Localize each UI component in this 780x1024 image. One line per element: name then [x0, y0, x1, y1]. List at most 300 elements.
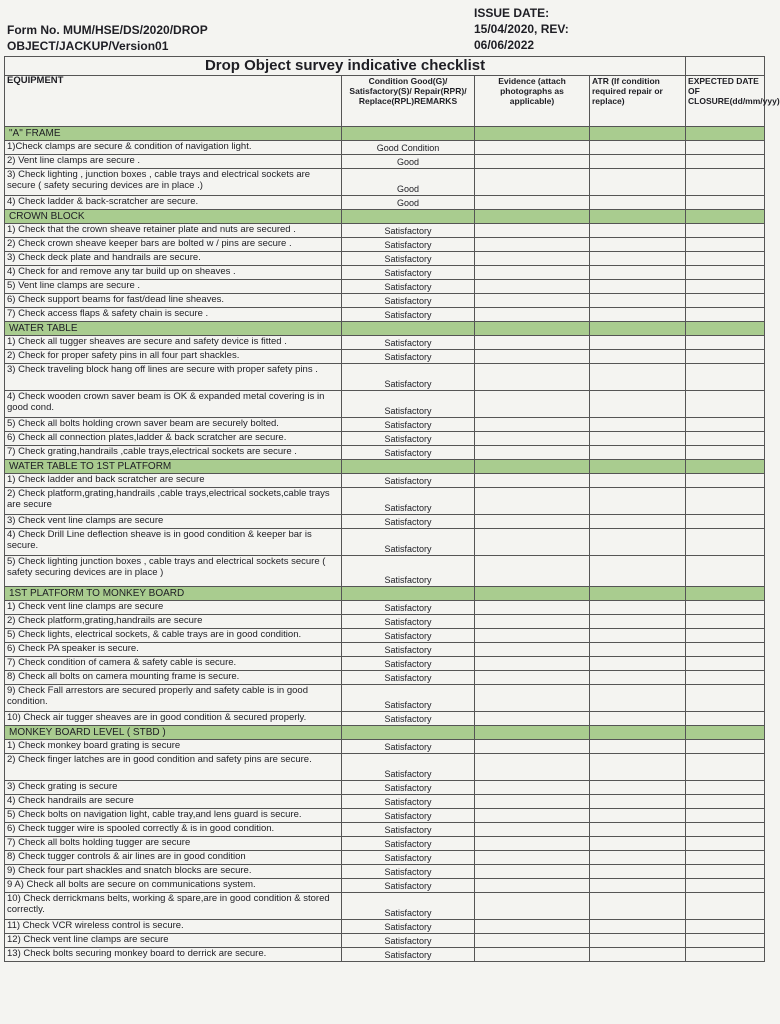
evidence-cell	[475, 879, 590, 893]
evidence-cell	[475, 141, 590, 155]
closure-date-cell	[686, 350, 765, 364]
section-blank-cell	[342, 322, 475, 336]
section-blank-cell	[342, 127, 475, 141]
evidence-cell	[475, 488, 590, 515]
checklist-row	[5, 754, 765, 781]
check-item-text: 2) Check crown sheave keeper bars are bolted w / pins are secure .	[5, 238, 342, 252]
check-item-text: 6) Check tugger wire is spooled correctly & is in good condition.	[5, 823, 342, 837]
checklist-row	[5, 556, 765, 587]
condition-status: Satisfactory	[342, 823, 475, 837]
section-blank-cell	[686, 460, 765, 474]
condition-status: Good	[342, 196, 475, 210]
check-item-text: 4) Check Drill Line deflection sheave is in good condition & keeper bar is secure.	[5, 529, 342, 556]
closure-date-cell	[686, 601, 765, 615]
condition-status: Satisfactory	[342, 643, 475, 657]
evidence-cell	[475, 629, 590, 643]
check-item-text: 5) Check bolts on navigation light, cable tray,and lens guard is secure.	[5, 809, 342, 823]
atr-cell	[590, 418, 686, 432]
form-number	[7, 22, 208, 54]
atr-cell	[590, 224, 686, 238]
condition-status: Satisfactory	[342, 629, 475, 643]
atr-cell	[590, 529, 686, 556]
closure-date-cell	[686, 169, 765, 196]
section-blank-cell	[475, 726, 590, 740]
checklist-row	[5, 418, 765, 432]
checklist-row	[5, 685, 765, 712]
closure-date-cell	[686, 754, 765, 781]
condition-status: Good Condition	[342, 141, 475, 155]
check-item-text: 7) Check access flaps & safety chain is secure .	[5, 308, 342, 322]
closure-date-cell	[686, 488, 765, 515]
atr-cell	[590, 266, 686, 280]
condition-status: Satisfactory	[342, 266, 475, 280]
atr-cell	[590, 893, 686, 920]
evidence-cell	[475, 556, 590, 587]
atr-cell	[590, 851, 686, 865]
condition-status: Satisfactory	[342, 934, 475, 948]
check-item-text: 6) Check PA speaker is secure.	[5, 643, 342, 657]
evidence-cell	[475, 934, 590, 948]
section-title: WATER TABLE	[5, 322, 342, 336]
closure-date-cell	[686, 364, 765, 391]
section-header-row	[5, 726, 765, 740]
closure-date-cell	[686, 515, 765, 529]
evidence-cell	[475, 795, 590, 809]
atr-cell	[590, 629, 686, 643]
section-title: CROWN BLOCK	[5, 210, 342, 224]
atr-cell	[590, 657, 686, 671]
section-blank-cell	[475, 210, 590, 224]
closure-date-cell	[686, 556, 765, 587]
section-blank-cell	[475, 322, 590, 336]
closure-date-cell	[686, 629, 765, 643]
check-item-text: 3) Check traveling block hang off lines are secure with proper safety pins .	[5, 364, 342, 391]
section-blank-cell	[475, 127, 590, 141]
evidence-cell	[475, 948, 590, 962]
checklist-row	[5, 809, 765, 823]
closure-date-cell	[686, 432, 765, 446]
document-title: Drop Object survey indicative checklist	[5, 57, 686, 76]
checklist-row	[5, 308, 765, 322]
issue-date-label: ISSUE DATE:	[474, 6, 550, 20]
closure-date-cell	[686, 252, 765, 266]
checklist-row	[5, 391, 765, 418]
checklist-row	[5, 823, 765, 837]
evidence-cell	[475, 155, 590, 169]
evidence-cell	[475, 529, 590, 556]
check-item-text: 2) Vent line clamps are secure .	[5, 155, 342, 169]
closure-date-cell	[686, 391, 765, 418]
condition-status: Satisfactory	[342, 740, 475, 754]
condition-status: Satisfactory	[342, 754, 475, 781]
condition-status: Satisfactory	[342, 252, 475, 266]
condition-status: Satisfactory	[342, 920, 475, 934]
checklist-row	[5, 294, 765, 308]
checklist-row	[5, 474, 765, 488]
atr-cell	[590, 280, 686, 294]
check-item-text: 5) Check all bolts holding crown saver beam are securely bolted.	[5, 418, 342, 432]
closure-date-cell	[686, 446, 765, 460]
check-item-text: 10) Check air tugger sheaves are in good condition & secured properly.	[5, 712, 342, 726]
closure-date-cell	[686, 615, 765, 629]
closure-date-cell	[686, 685, 765, 712]
col-condition: Condition Good(G)/ Satisfactory(S)/ Repair(RPR)/ Replace(RPL)REMARKS	[342, 76, 475, 127]
check-item-text: 1) Check ladder and back scratcher are secure	[5, 474, 342, 488]
checklist-row	[5, 629, 765, 643]
closure-date-cell	[686, 671, 765, 685]
check-item-text: 1) Check all tugger sheaves are secure and safety device is fitted .	[5, 336, 342, 350]
evidence-cell	[475, 336, 590, 350]
evidence-cell	[475, 601, 590, 615]
condition-status: Satisfactory	[342, 488, 475, 515]
checklist-row	[5, 781, 765, 795]
checklist-table	[4, 56, 780, 962]
condition-status: Satisfactory	[342, 948, 475, 962]
atr-cell	[590, 809, 686, 823]
condition-status: Satisfactory	[342, 474, 475, 488]
col-evidence: Evidence (attach photographs as applicable)	[475, 76, 590, 127]
atr-cell	[590, 141, 686, 155]
evidence-cell	[475, 809, 590, 823]
section-blank-cell	[475, 587, 590, 601]
check-item-text: 2) Check platform,grating,handrails are secure	[5, 615, 342, 629]
check-item-text: 3) Check deck plate and handrails are secure.	[5, 252, 342, 266]
checklist-row	[5, 432, 765, 446]
section-blank-cell	[590, 127, 686, 141]
section-blank-cell	[686, 127, 765, 141]
evidence-cell	[475, 252, 590, 266]
closure-date-cell	[686, 418, 765, 432]
section-blank-cell	[342, 587, 475, 601]
evidence-cell	[475, 294, 590, 308]
checklist-row	[5, 169, 765, 196]
section-header-row	[5, 210, 765, 224]
check-item-text: 2) Check platform,grating,handrails ,cable trays,electrical sockets,cable trays are secure	[5, 488, 342, 515]
checklist-row	[5, 893, 765, 920]
condition-status: Satisfactory	[342, 601, 475, 615]
checklist-row	[5, 712, 765, 726]
atr-cell	[590, 308, 686, 322]
atr-cell	[590, 515, 686, 529]
atr-cell	[590, 432, 686, 446]
section-blank-cell	[686, 587, 765, 601]
section-blank-cell	[590, 460, 686, 474]
checklist-row	[5, 266, 765, 280]
section-blank-cell	[342, 460, 475, 474]
checklist-row	[5, 934, 765, 948]
closure-date-cell	[686, 781, 765, 795]
section-header-row	[5, 587, 765, 601]
section-title: MONKEY BOARD LEVEL ( STBD )	[5, 726, 342, 740]
condition-status: Satisfactory	[342, 280, 475, 294]
evidence-cell	[475, 280, 590, 294]
atr-cell	[590, 948, 686, 962]
section-header-row	[5, 460, 765, 474]
atr-cell	[590, 643, 686, 657]
evidence-cell	[475, 851, 590, 865]
atr-cell	[590, 350, 686, 364]
atr-cell	[590, 446, 686, 460]
check-item-text: 12) Check vent line clamps are secure	[5, 934, 342, 948]
check-item-text: 5) Vent line clamps are secure .	[5, 280, 342, 294]
atr-cell	[590, 795, 686, 809]
check-item-text: 4) Check handrails are secure	[5, 795, 342, 809]
check-item-text: 7) Check condition of camera & safety cable is secure.	[5, 657, 342, 671]
check-item-text: 7) Check grating,handrails ,cable trays,electrical sockets are secure .	[5, 446, 342, 460]
closure-date-cell	[686, 809, 765, 823]
evidence-cell	[475, 893, 590, 920]
atr-cell	[590, 934, 686, 948]
condition-status: Satisfactory	[342, 294, 475, 308]
closure-date-cell	[686, 280, 765, 294]
checklist-row	[5, 238, 765, 252]
evidence-cell	[475, 350, 590, 364]
atr-cell	[590, 823, 686, 837]
atr-cell	[590, 781, 686, 795]
evidence-cell	[475, 615, 590, 629]
condition-status: Satisfactory	[342, 851, 475, 865]
condition-status: Satisfactory	[342, 446, 475, 460]
checklist-row	[5, 837, 765, 851]
evidence-cell	[475, 865, 590, 879]
atr-cell	[590, 601, 686, 615]
condition-status: Satisfactory	[342, 879, 475, 893]
section-blank-cell	[342, 210, 475, 224]
issue-date-block	[474, 5, 569, 53]
condition-status: Satisfactory	[342, 308, 475, 322]
section-blank-cell	[590, 726, 686, 740]
condition-status: Good	[342, 155, 475, 169]
atr-cell	[590, 294, 686, 308]
section-blank-cell	[475, 460, 590, 474]
evidence-cell	[475, 446, 590, 460]
condition-status: Satisfactory	[342, 364, 475, 391]
checklist-row	[5, 488, 765, 515]
closure-date-cell	[686, 141, 765, 155]
check-item-text: 5) Check lighting junction boxes , cable trays and electrical sockets secure ( safety securing devices are in place )	[5, 556, 342, 587]
section-title: "A" FRAME	[5, 127, 342, 141]
checklist-row	[5, 671, 765, 685]
evidence-cell	[475, 643, 590, 657]
condition-status: Satisfactory	[342, 865, 475, 879]
closure-date-cell	[686, 795, 765, 809]
closure-date-cell	[686, 155, 765, 169]
condition-status: Good	[342, 169, 475, 196]
closure-date-cell	[686, 851, 765, 865]
closure-date-cell	[686, 266, 765, 280]
section-title: 1ST PLATFORM TO MONKEY BOARD	[5, 587, 342, 601]
closure-date-cell	[686, 336, 765, 350]
atr-cell	[590, 336, 686, 350]
section-header-row	[5, 322, 765, 336]
checklist-row	[5, 601, 765, 615]
atr-cell	[590, 474, 686, 488]
evidence-cell	[475, 364, 590, 391]
closure-date-cell	[686, 823, 765, 837]
check-item-text: 7) Check all bolts holding tugger are secure	[5, 837, 342, 851]
evidence-cell	[475, 781, 590, 795]
closure-date-cell	[686, 657, 765, 671]
check-item-text: 1)Check clamps are secure & condition of navigation light.	[5, 141, 342, 155]
atr-cell	[590, 685, 686, 712]
atr-cell	[590, 671, 686, 685]
checklist-row	[5, 879, 765, 893]
checklist-row	[5, 920, 765, 934]
checklist-row	[5, 851, 765, 865]
check-item-text: 6) Check all connection plates,ladder & back scratcher are secure.	[5, 432, 342, 446]
closure-date-cell	[686, 920, 765, 934]
evidence-cell	[475, 671, 590, 685]
evidence-cell	[475, 169, 590, 196]
atr-cell	[590, 865, 686, 879]
section-title: WATER TABLE TO 1ST PLATFORM	[5, 460, 342, 474]
checklist-body	[5, 127, 765, 962]
revision-date: 06/06/2022	[474, 38, 535, 52]
checklist-row	[5, 529, 765, 556]
evidence-cell	[475, 474, 590, 488]
checklist-row	[5, 364, 765, 391]
evidence-cell	[475, 224, 590, 238]
evidence-cell	[475, 418, 590, 432]
evidence-cell	[475, 238, 590, 252]
section-blank-cell	[686, 726, 765, 740]
evidence-cell	[475, 391, 590, 418]
checklist-row	[5, 740, 765, 754]
evidence-cell	[475, 515, 590, 529]
evidence-cell	[475, 837, 590, 851]
section-blank-cell	[342, 726, 475, 740]
atr-cell	[590, 837, 686, 851]
evidence-cell	[475, 823, 590, 837]
evidence-cell	[475, 754, 590, 781]
section-blank-cell	[686, 210, 765, 224]
checklist-row	[5, 615, 765, 629]
check-item-text: 8) Check tugger controls & air lines are in good condition	[5, 851, 342, 865]
checklist-row	[5, 643, 765, 657]
check-item-text: 1) Check that the crown sheave retainer plate and nuts are secured .	[5, 224, 342, 238]
atr-cell	[590, 391, 686, 418]
section-blank-cell	[686, 322, 765, 336]
checklist-row	[5, 336, 765, 350]
condition-status: Satisfactory	[342, 336, 475, 350]
closure-date-cell	[686, 837, 765, 851]
check-item-text: 5) Check lights, electrical sockets, & cable trays are in good condition.	[5, 629, 342, 643]
condition-status: Satisfactory	[342, 418, 475, 432]
closure-date-cell	[686, 712, 765, 726]
evidence-cell	[475, 657, 590, 671]
condition-status: Satisfactory	[342, 529, 475, 556]
evidence-cell	[475, 266, 590, 280]
checklist-row	[5, 155, 765, 169]
condition-status: Satisfactory	[342, 809, 475, 823]
checklist-row	[5, 657, 765, 671]
atr-cell	[590, 920, 686, 934]
condition-status: Satisfactory	[342, 657, 475, 671]
section-blank-cell	[590, 322, 686, 336]
check-item-text: 4) Check ladder & back-scratcher are secure.	[5, 196, 342, 210]
check-item-text: 1) Check monkey board grating is secure	[5, 740, 342, 754]
closure-date-cell	[686, 294, 765, 308]
checklist-row	[5, 948, 765, 962]
check-item-text: 3) Check vent line clamps are secure	[5, 515, 342, 529]
issue-date-value: 15/04/2020, REV:	[474, 22, 569, 36]
condition-status: Satisfactory	[342, 432, 475, 446]
check-item-text: 9 A) Check all bolts are secure on communications system.	[5, 879, 342, 893]
checklist-row	[5, 350, 765, 364]
closure-date-cell	[686, 740, 765, 754]
checklist-row	[5, 141, 765, 155]
condition-status: Satisfactory	[342, 238, 475, 252]
checklist-row	[5, 515, 765, 529]
check-item-text: 2) Check finger latches are in good condition and safety pins are secure.	[5, 754, 342, 781]
condition-status: Satisfactory	[342, 224, 475, 238]
atr-cell	[590, 252, 686, 266]
checklist-row	[5, 795, 765, 809]
atr-cell	[590, 169, 686, 196]
checklist-row	[5, 446, 765, 460]
condition-status: Satisfactory	[342, 615, 475, 629]
evidence-cell	[475, 432, 590, 446]
evidence-cell	[475, 920, 590, 934]
closure-date-cell	[686, 238, 765, 252]
evidence-cell	[475, 308, 590, 322]
checklist-row	[5, 224, 765, 238]
checklist-row	[5, 280, 765, 294]
closure-date-cell	[686, 948, 765, 962]
check-item-text: 3) Check lighting , junction boxes , cable trays and electrical sockets are secure ( safety securing devices are in place .)	[5, 169, 342, 196]
atr-cell	[590, 754, 686, 781]
atr-cell	[590, 488, 686, 515]
col-equipment: EQUIPMENT	[5, 76, 342, 127]
checklist-row	[5, 865, 765, 879]
evidence-cell	[475, 740, 590, 754]
condition-status: Satisfactory	[342, 795, 475, 809]
condition-status: Satisfactory	[342, 685, 475, 712]
check-item-text: 6) Check support beams for fast/dead line sheaves.	[5, 294, 342, 308]
form-number-line-2: OBJECT/JACKUP/Version01	[7, 39, 169, 53]
check-item-text: 13) Check bolts securing monkey board to derrick are secure.	[5, 948, 342, 962]
check-item-text: 9) Check four part shackles and snatch blocks are secure.	[5, 865, 342, 879]
condition-status: Satisfactory	[342, 391, 475, 418]
closure-date-cell	[686, 308, 765, 322]
atr-cell	[590, 615, 686, 629]
closure-date-cell	[686, 224, 765, 238]
atr-cell	[590, 155, 686, 169]
closure-date-cell	[686, 196, 765, 210]
check-item-text: 9) Check Fall arrestors are secured properly and safety cable is in good condition.	[5, 685, 342, 712]
check-item-text: 4) Check for and remove any tar build up on sheaves .	[5, 266, 342, 280]
col-closure-date: EXPECTED DATE OF CLOSURE(dd/mm/yyy)	[686, 76, 765, 127]
closure-date-cell	[686, 865, 765, 879]
closure-date-cell	[686, 879, 765, 893]
atr-cell	[590, 712, 686, 726]
form-number-line-1: Form No. MUM/HSE/DS/2020/DROP	[7, 23, 208, 37]
section-header-row	[5, 127, 765, 141]
check-item-text: 2) Check for proper safety pins in all four part shackles.	[5, 350, 342, 364]
check-item-text: 8) Check all bolts on camera mounting frame is secure.	[5, 671, 342, 685]
atr-cell	[590, 879, 686, 893]
section-blank-cell	[590, 587, 686, 601]
closure-date-cell	[686, 643, 765, 657]
condition-status: Satisfactory	[342, 781, 475, 795]
condition-status: Satisfactory	[342, 712, 475, 726]
atr-cell	[590, 196, 686, 210]
atr-cell	[590, 740, 686, 754]
atr-cell	[590, 364, 686, 391]
check-item-text: 4) Check wooden crown saver beam is OK & expanded metal covering is in good cond.	[5, 391, 342, 418]
section-blank-cell	[590, 210, 686, 224]
closure-date-cell	[686, 893, 765, 920]
